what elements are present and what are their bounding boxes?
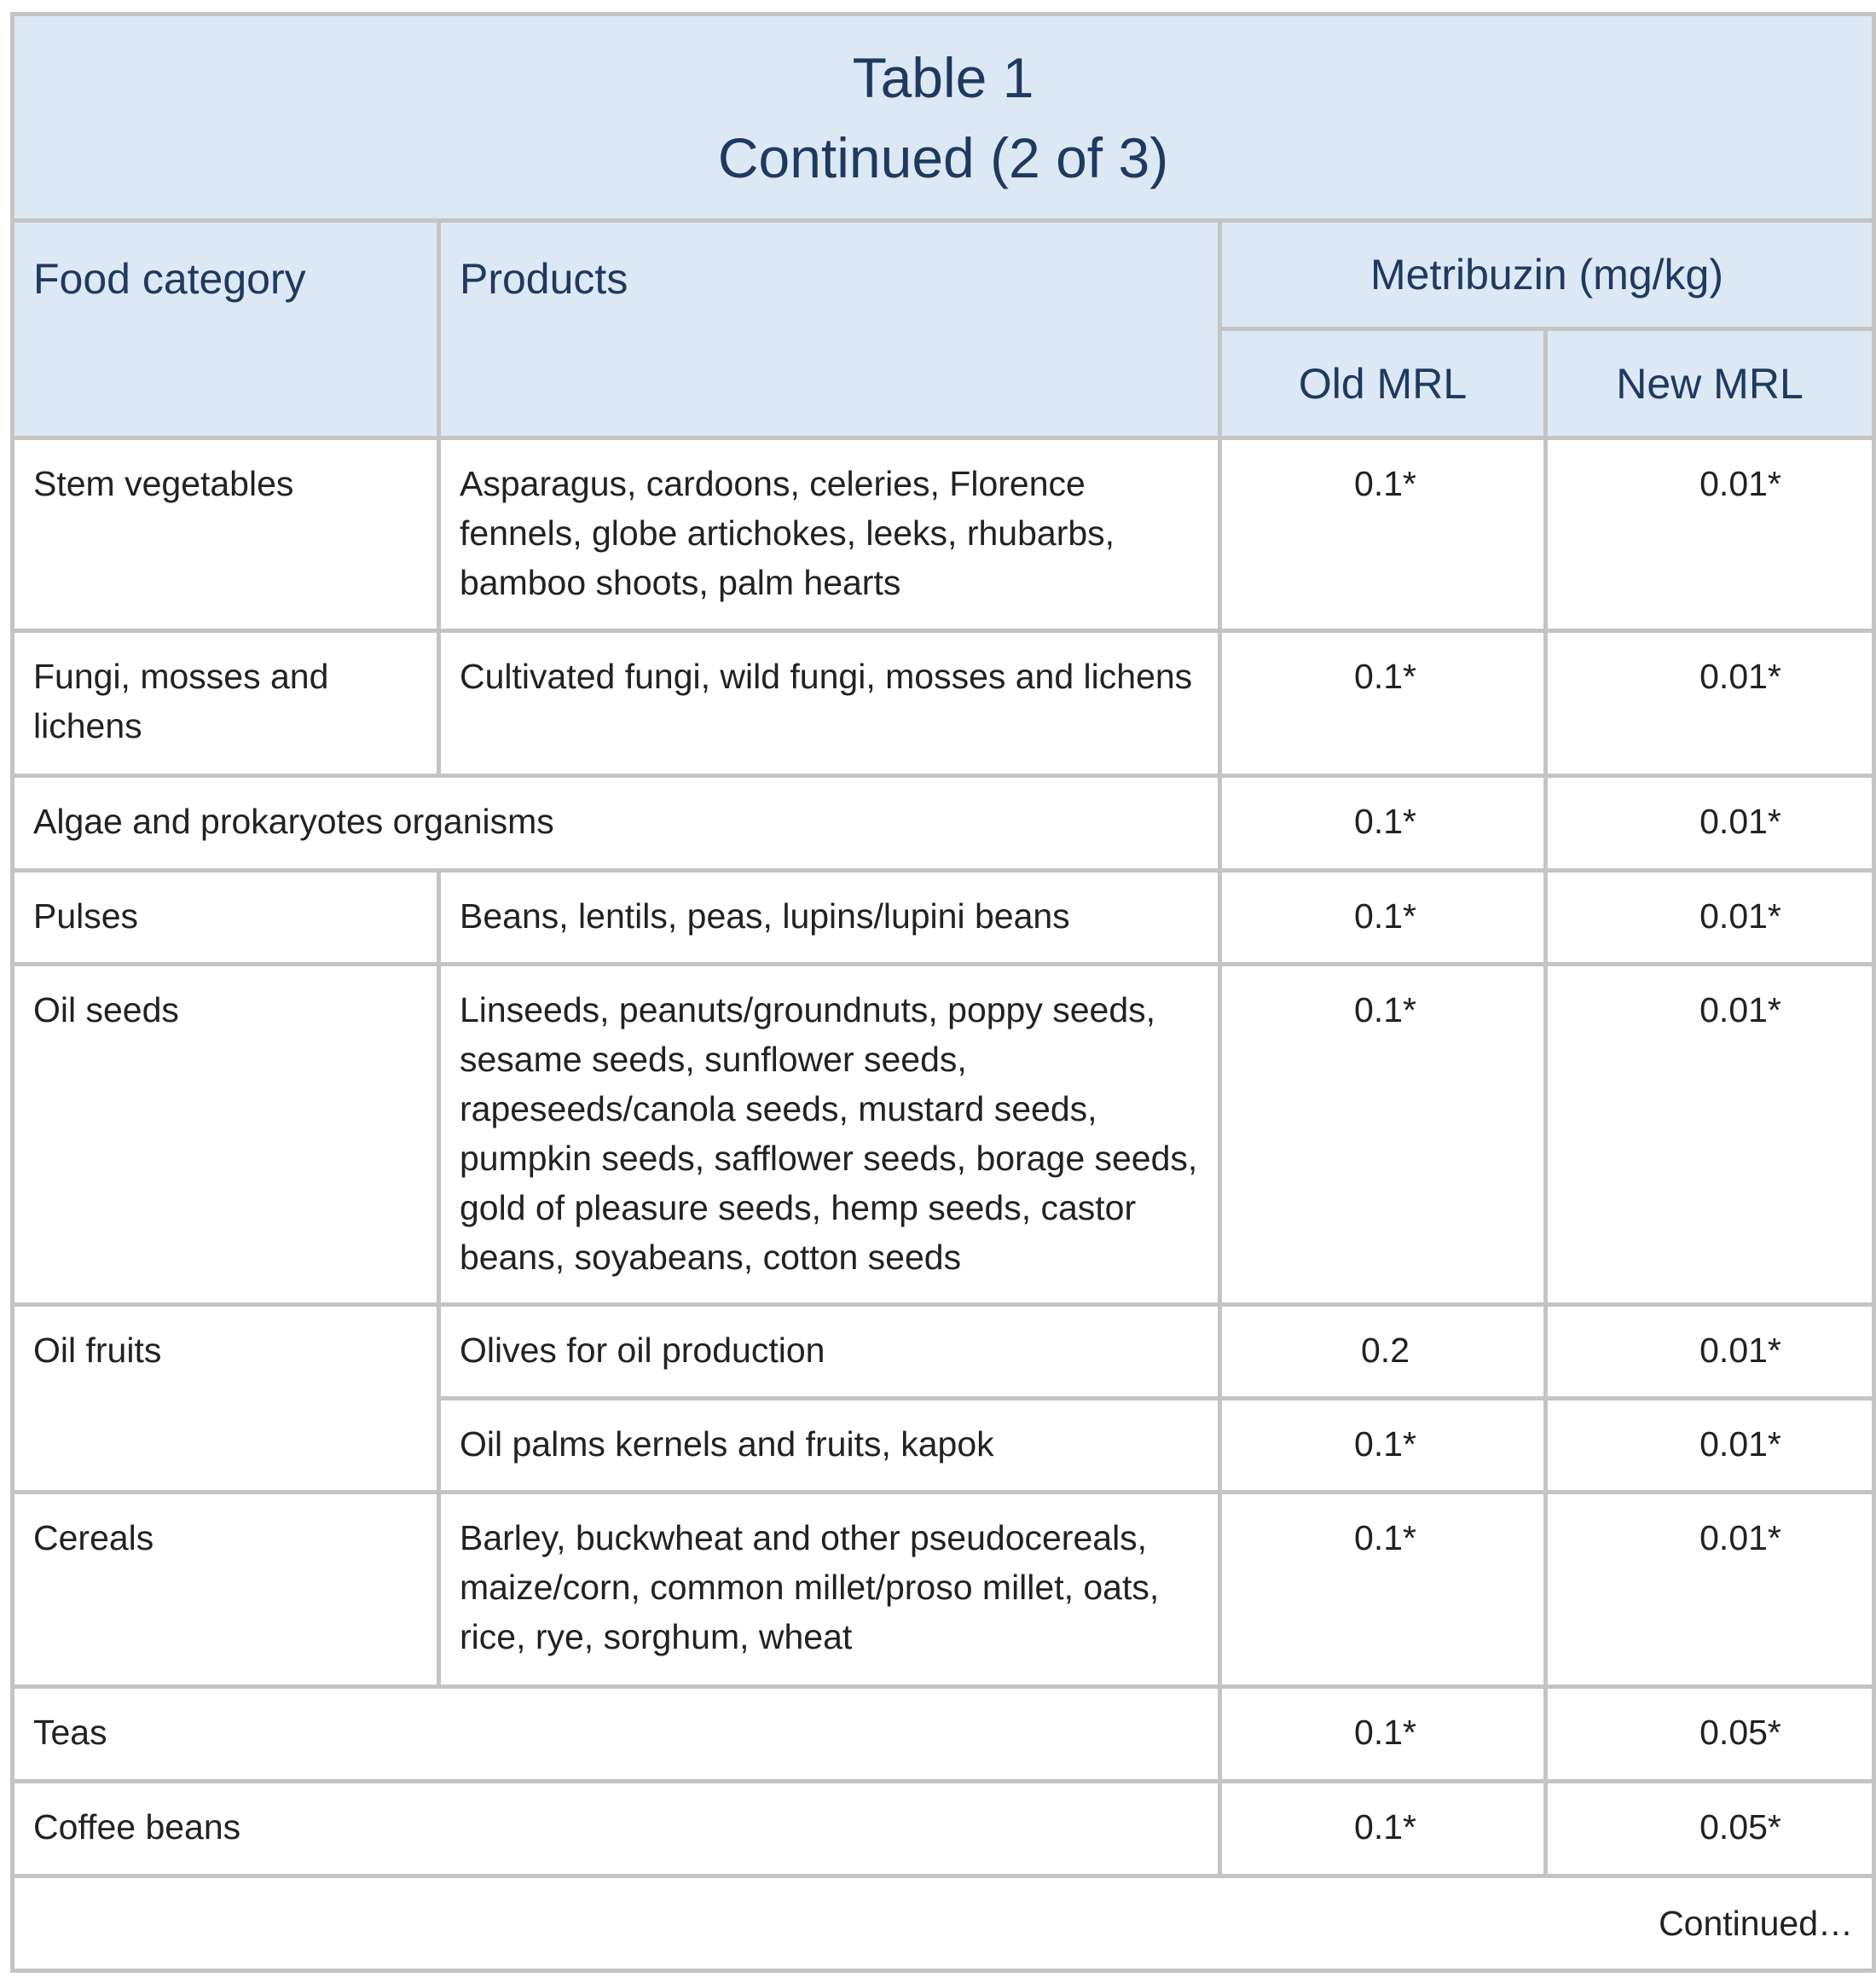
mrl-table — [10, 12, 1876, 1973]
header-products: Products — [439, 221, 1220, 438]
cell-new-mrl — [1546, 1399, 1874, 1493]
header-old-mrl: Old MRL — [1220, 329, 1546, 438]
cell-new-mrl — [1546, 1493, 1874, 1687]
cell-new-mrl — [1546, 871, 1874, 965]
table-title — [13, 14, 1874, 221]
table-title-line2: Continued (2 of 3) — [717, 125, 1169, 189]
cell-category: Pulses — [13, 871, 439, 965]
continued-note: Continued… — [13, 1876, 1874, 1971]
cell-old-mrl — [1220, 1305, 1546, 1399]
cell-new-mrl — [1546, 1782, 1874, 1876]
header-food-category: Food category — [13, 221, 439, 438]
cell-old-mrl — [1220, 1399, 1546, 1493]
cell-new-mrl — [1546, 1687, 1874, 1782]
cell-category: Stem vegetables — [13, 438, 439, 631]
table-footer-row — [13, 1876, 1874, 1971]
table-row — [13, 871, 1874, 965]
cell-products: Linseeds, peanuts/groundnuts, poppy seeds, sesame seeds, sunflower seeds, rapeseeds/canola seeds, mustard seeds, pumpkin seeds, safflower seeds, borage seeds, gold of pleasure seeds, hemp seeds, castor beans, soyabeans, cotton seeds — [439, 965, 1220, 1305]
new-mrl-value: 0.01* — [1699, 1424, 1781, 1464]
cell-products: Cultivated fungi, wild fungi, mosses and lichens — [439, 631, 1220, 776]
cell-new-mrl — [1546, 438, 1874, 631]
table-row — [13, 1782, 1874, 1876]
old-mrl-value: 0.1* — [1354, 1713, 1416, 1752]
cell-category: Oil fruits — [13, 1305, 439, 1493]
header-metribuzin: Metribuzin (mg/kg) — [1220, 221, 1874, 329]
new-mrl-value: 0.05* — [1699, 1807, 1781, 1847]
new-mrl-value: 0.05* — [1699, 1713, 1781, 1752]
cell-old-mrl — [1220, 438, 1546, 631]
old-mrl-value: 0.1* — [1354, 990, 1416, 1029]
old-mrl-value: 0.1* — [1354, 1807, 1416, 1847]
cell-category: Coffee beans — [13, 1782, 1220, 1876]
cell-old-mrl — [1220, 1782, 1546, 1876]
cell-old-mrl — [1220, 631, 1546, 776]
cell-new-mrl — [1546, 965, 1874, 1305]
cell-category: Cereals — [13, 1493, 439, 1687]
cell-products: Barley, buckwheat and other pseudocereals, maize/corn, common millet/proso millet, oats, rice, rye, sorghum, wheat — [439, 1493, 1220, 1687]
new-mrl-value: 0.01* — [1699, 896, 1781, 936]
cell-products: Asparagus, cardoons, celeries, Florence fennels, globe artichokes, leeks, rhubarbs, bamboo shoots, palm hearts — [439, 438, 1220, 631]
table-row — [13, 438, 1874, 631]
table-row — [13, 965, 1874, 1305]
cell-category: Teas — [13, 1687, 1220, 1782]
table-row — [13, 631, 1874, 776]
table-title-line1: Table 1 — [852, 45, 1034, 109]
new-mrl-value: 0.01* — [1699, 657, 1781, 696]
header-new-mrl: New MRL — [1546, 329, 1874, 438]
new-mrl-value: 0.01* — [1699, 1518, 1781, 1557]
table-row — [13, 1305, 1874, 1399]
cell-old-mrl — [1220, 871, 1546, 965]
old-mrl-value: 0.1* — [1354, 896, 1416, 936]
cell-category: Fungi, mosses and lichens — [13, 631, 439, 776]
table-row — [13, 1687, 1874, 1782]
new-mrl-value: 0.01* — [1699, 1331, 1781, 1370]
table-row — [13, 776, 1874, 871]
cell-old-mrl — [1220, 1687, 1546, 1782]
new-mrl-value: 0.01* — [1699, 464, 1781, 503]
cell-old-mrl — [1220, 776, 1546, 871]
old-mrl-value: 0.1* — [1354, 1518, 1416, 1557]
old-mrl-value: 0.1* — [1354, 1424, 1416, 1464]
old-mrl-value: 0.1* — [1354, 802, 1416, 841]
cell-category: Oil seeds — [13, 965, 439, 1305]
old-mrl-value: 0.1* — [1354, 657, 1416, 696]
cell-new-mrl — [1546, 776, 1874, 871]
cell-old-mrl — [1220, 965, 1546, 1305]
old-mrl-value: 0.2 — [1361, 1331, 1410, 1370]
old-mrl-value: 0.1* — [1354, 464, 1416, 503]
cell-new-mrl — [1546, 631, 1874, 776]
cell-products: Oil palms kernels and fruits, kapok — [439, 1399, 1220, 1493]
cell-products: Olives for oil production — [439, 1305, 1220, 1399]
cell-products: Beans, lentils, peas, lupins/lupini beans — [439, 871, 1220, 965]
new-mrl-value: 0.01* — [1699, 990, 1781, 1029]
table-row — [13, 1493, 1874, 1687]
new-mrl-value: 0.01* — [1699, 802, 1781, 841]
cell-category: Algae and prokaryotes organisms — [13, 776, 1220, 871]
cell-new-mrl — [1546, 1305, 1874, 1399]
cell-old-mrl — [1220, 1493, 1546, 1687]
